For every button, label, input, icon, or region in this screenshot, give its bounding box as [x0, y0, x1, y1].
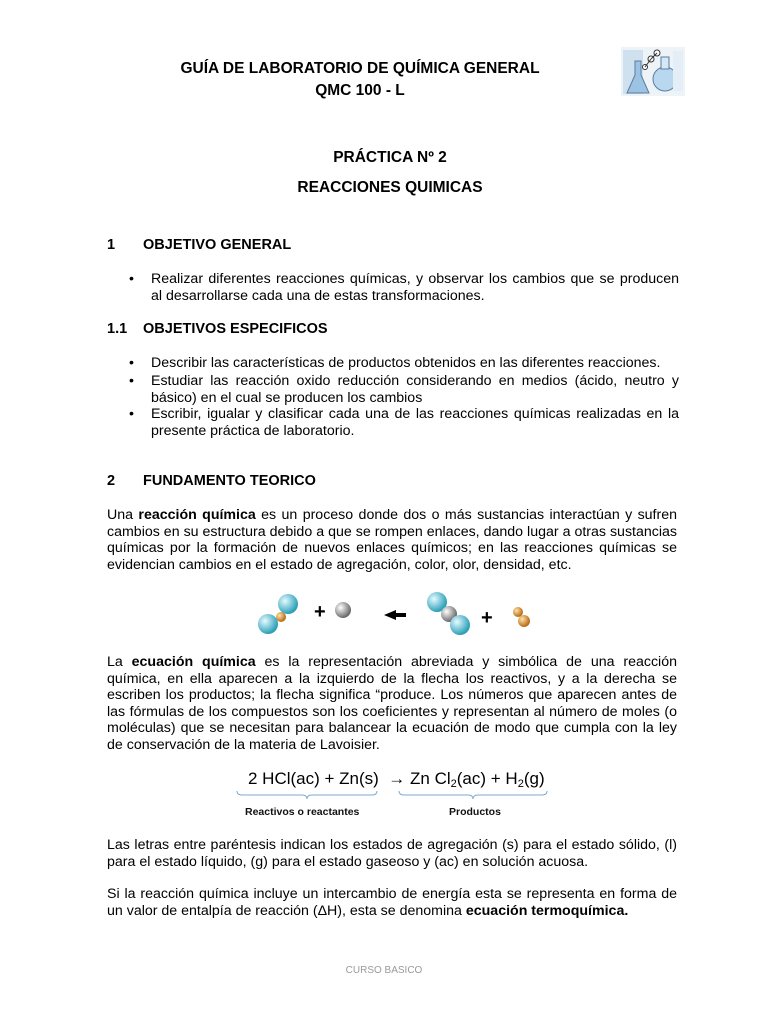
section-title: OBJETIVO GENERAL — [143, 237, 292, 253]
practice-title: REACCIONES QUIMICAS — [297, 179, 483, 196]
section-heading — [107, 237, 291, 253]
products-label: Productos — [449, 806, 501, 818]
paragraph-states: Las letras entre paréntesis indican los estados de agregación (s) para el estado sólido, (l) para el estado líquido, (g) para el estado gaseoso y (ac) en solución acuosa. — [107, 837, 677, 870]
bullet-icon: • — [129, 406, 134, 422]
paragraph-reaction: Una reacción química es un proceso donde dos o más sustancias interactúan y sufren cambios en su estructura debido a que se rompen enlaces, dando lugar a otras sustancias químicas por la formación de nuevos enlaces químicos; en las reacciones químicas se evidencian cambios en el estado de agregación, color, olor, densidad, etc. — [107, 507, 678, 573]
practice-number: PRÁCTICA Nº 2 — [333, 149, 447, 166]
bullet-icon: • — [129, 271, 134, 287]
course-code: QMC 100 - L — [315, 82, 405, 99]
section-title: OBJETIVOS ESPECIFICOS — [143, 321, 328, 337]
arrow-icon — [384, 610, 406, 620]
document-page: GUÍA DE LABORATORIO DE QUÍMICA GENERAL QMC 100 - L PRÁCTICA Nº 2 REACCIONES QUIMICAS 1 OBJETIVO GENERAL • Realizar diferentes reacciones químicas, y observar los cambios que se producen al desarrollarse cada una de estas transformaciones. 1.1 OBJETIVOS ESPECIFICOS • Describir las características de productos obtenidos en las diferentes reacciones. • Estudiar las reacción oxido reducción considerando en medios (ácido, neutro y básico) en el cual se producen los cambios • Escribir, igualar y clasificar cada una de las reacciones químicas realizadas en la presente práctica de laboratorio. 2 FUNDAMENTO TEORICO Una reacción química es un proceso donde dos o más sustancias interactúan y sufren cambios en su estructura debido a que se rompen enlaces, dando lugar a otras sustancias químicas por la formación de nuevos enlaces químicos; en las reacciones químicas se evidencian cambios en el estado de agregación, color, olor, densidad, etc. + + La ecuación química es la representación abreviada y simbólica de una reacción química, en ella aparecen a la izquierdo de la flecha los reactivos, y a la derecha se escriben los productos; la flecha significa “produce. Los números que aparecen antes de las fórmulas de los compuestos son los coeficientes y representan al número de moles (o moléculas) que se necesitan para balancear la ecuación de modo que cumpla con la ley de conservación de la materia de Lavoisier. 2 HCl(ac) + Zn(s) → Zn $Cl_2(ac) + H_2(g)$ Reactivos o reactantes Productos Las letras entre paréntesis indican los estados de agregación (s) para el estado sólido, (l) para el estado líquido, (g) para el estado gaseoso y (ac) en solución acuosa. Si la reacción química incluye un intercambio de energía esta se representa en forma de un valor de entalpía de reacción (ΔH), esta se denomina ecuación termoquímica. CURSO BASICO — [0, 0, 768, 1024]
paragraph-thermo: Si la reacción química incluye un intercambio de energía esta se representa en forma de un valor de entalpía de reacción (ΔH), esta se denomina ecuación termoquímica. — [107, 886, 677, 919]
plus-sign: + — [314, 601, 326, 623]
section-title: FUNDAMENTO TEORICO — [143, 473, 316, 489]
plus-sign: + — [481, 607, 493, 629]
section-heading — [107, 473, 316, 489]
section-number: 2 — [107, 473, 116, 489]
paragraph-equation: La ecuación química es la representación abreviada y simbólica de una reacción química, en ella aparecen a la izquierdo de la flecha los reactivos, y a la derecha se escriben los productos; la flecha significa “produce. Los números que aparecen antes de las fórmulas de los compuestos son los coeficientes y representan al número de moles (o moléculas) que se necesitan para balancear la ecuación de modo que cumpla con la ley de conservación de la materia de Lavoisier. — [107, 654, 677, 753]
products-brace — [398, 790, 548, 800]
section-number: 1.1 — [107, 321, 128, 337]
bullet-icon: • — [129, 355, 134, 371]
reactants-brace — [236, 790, 378, 800]
bullet-icon: • — [129, 373, 134, 389]
page-footer: CURSO BASICO — [345, 965, 423, 976]
section-number: 1 — [107, 237, 116, 253]
reactants-label: Reactivos o reactantes — [245, 806, 360, 818]
chemical-equation: 2 HCl(ac) + Zn(s) → Zn $Cl_2(ac) + H_2(g)$ — [248, 769, 545, 790]
section-heading — [107, 321, 328, 337]
guide-title: GUÍA DE LABORATORIO DE QUÍMICA GENERAL — [180, 60, 540, 77]
molecule-reaction-illustration — [254, 588, 534, 640]
lab-logo-image — [621, 47, 685, 96]
